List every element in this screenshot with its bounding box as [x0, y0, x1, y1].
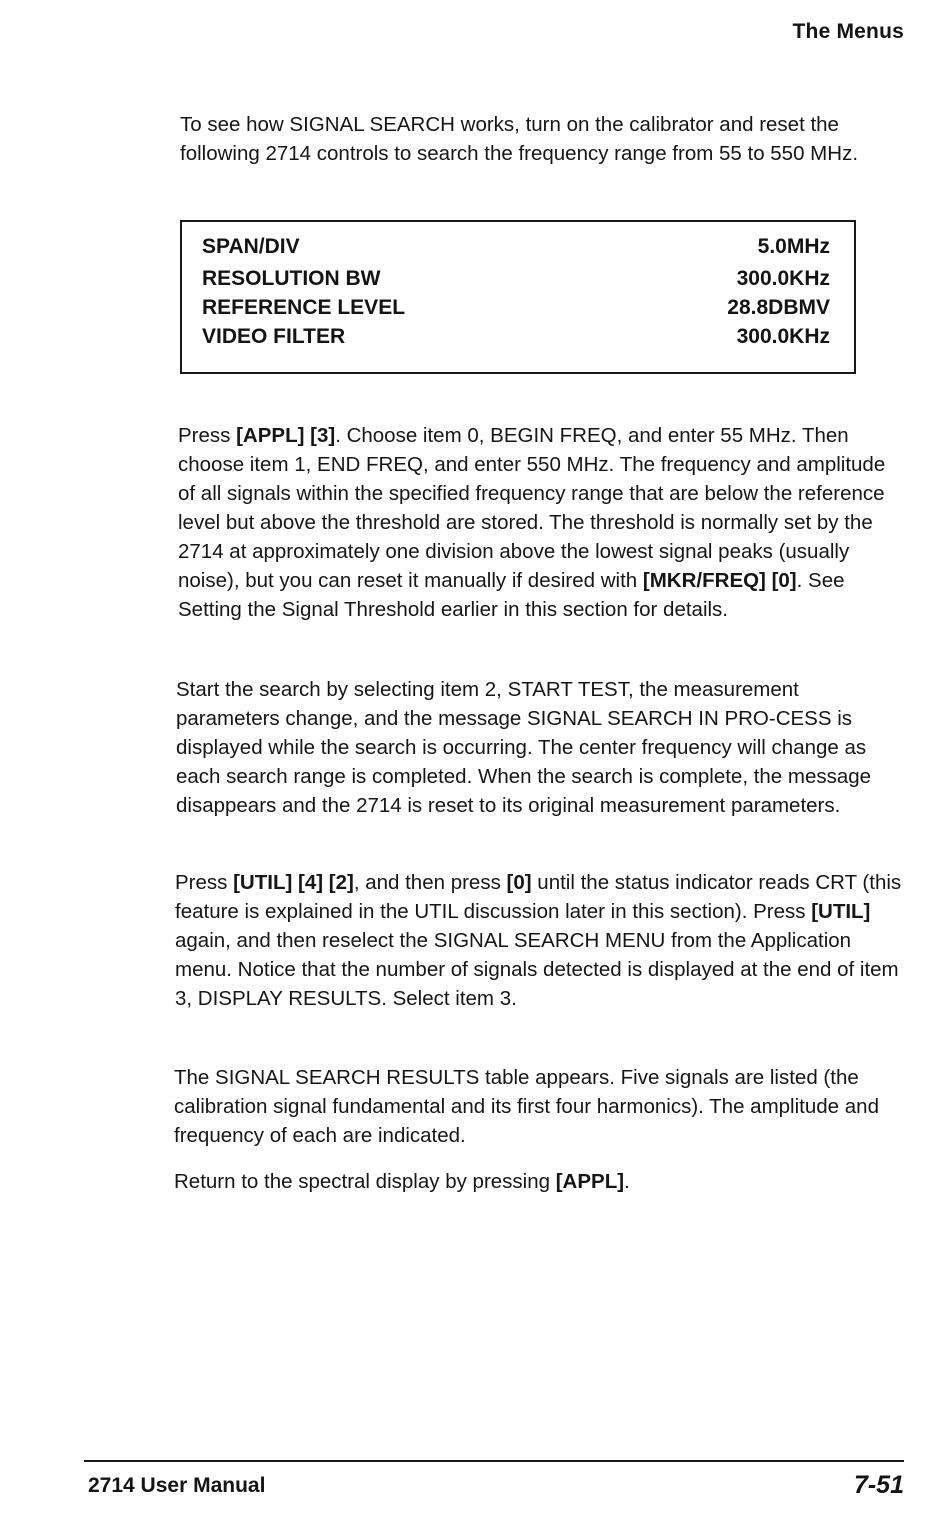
key-reference: [UTIL] — [811, 900, 871, 923]
intro-paragraph: To see how SIGNAL SEARCH works, turn on the calibrator and reset the following 2714 controls to search the frequency range from 55 to 550 MHz. — [180, 113, 859, 165]
text-run: Press — [178, 424, 237, 447]
footer-divider — [84, 1460, 904, 1462]
return-paragraph — [174, 1167, 904, 1196]
util-crt-paragraph — [175, 868, 910, 1013]
key-reference: [UTIL] [4] [2] — [233, 871, 354, 894]
footer-manual-title: 2714 User Manual — [88, 1474, 266, 1497]
text-run: until the status indicator reads CRT (this feature is explained in the UTIL discussion later in this section). Press — [175, 871, 902, 923]
text-run: . Choose item 0, BEGIN FREQ, and enter 55 MHz. Then choose item 1, END FREQ, and enter 550 MHz. The frequency and amplitude of all signals within the specified frequency range that are below the reference level but above the threshold are stored. The threshold is normally set by the 2714 at approximately one division above the lowest signal peaks (usually noise), but you can reset it manually if desired with — [178, 424, 886, 592]
start-search-paragraph — [176, 675, 906, 820]
setting-value: 300.0KHz — [736, 325, 830, 348]
settings-table — [180, 220, 856, 374]
text-run: The SIGNAL SEARCH RESULTS table appears. Five signals are listed (the calibration signal fundamental and its first four harmonics). The amplitude and frequency of each are indicated. — [174, 1066, 879, 1147]
text-run: . See Setting the Signal Threshold earlier in this section for details. — [178, 569, 845, 621]
key-reference: [MKR/FREQ] [0] — [642, 569, 797, 592]
setting-value: 28.8DBMV — [727, 296, 830, 319]
key-reference: [0] — [506, 871, 532, 894]
text-run: , and then press — [353, 871, 507, 894]
text-run: Press — [175, 871, 234, 894]
key-reference: [APPL] [3] — [236, 424, 336, 447]
setting-label: RESOLUTION BW — [202, 267, 381, 290]
settings-row-resolution-bw — [202, 264, 830, 293]
page-header-title: The Menus — [792, 20, 904, 43]
setting-label: SPAN/DIV — [202, 235, 300, 258]
text-run: again, and then reselect the SIGNAL SEARCH MENU from the Application menu. Notice that the number of signals detected is displayed at the end of item 3, DISPLAY RESULTS. Select item 3. — [175, 929, 899, 1010]
settings-row-span-div — [202, 232, 830, 261]
settings-row-reference-level — [202, 293, 830, 322]
setting-label: REFERENCE LEVEL — [202, 296, 406, 319]
setting-value: 5.0MHz — [757, 235, 830, 258]
setting-value: 300.0KHz — [736, 267, 830, 290]
text-run: Start the search by selecting item 2, START TEST, the measurement parameters change, and the message SIGNAL SEARCH IN PRO-CESS is displayed while the search is occurring. The center frequency will change as each search range is completed. When the search is complete, the message disappears and the 2714 is reset to its original measurement parameters. — [176, 678, 872, 817]
appl-instructions-paragraph — [178, 421, 908, 624]
key-reference: [APPL] — [555, 1170, 625, 1193]
text-run: . — [624, 1170, 630, 1193]
footer-page-number: 7-51 — [853, 1471, 904, 1499]
results-table-paragraph — [174, 1063, 904, 1150]
setting-label: VIDEO FILTER — [202, 325, 346, 348]
settings-row-video-filter — [202, 322, 830, 351]
text-run: Return to the spectral display by pressing — [174, 1170, 556, 1193]
